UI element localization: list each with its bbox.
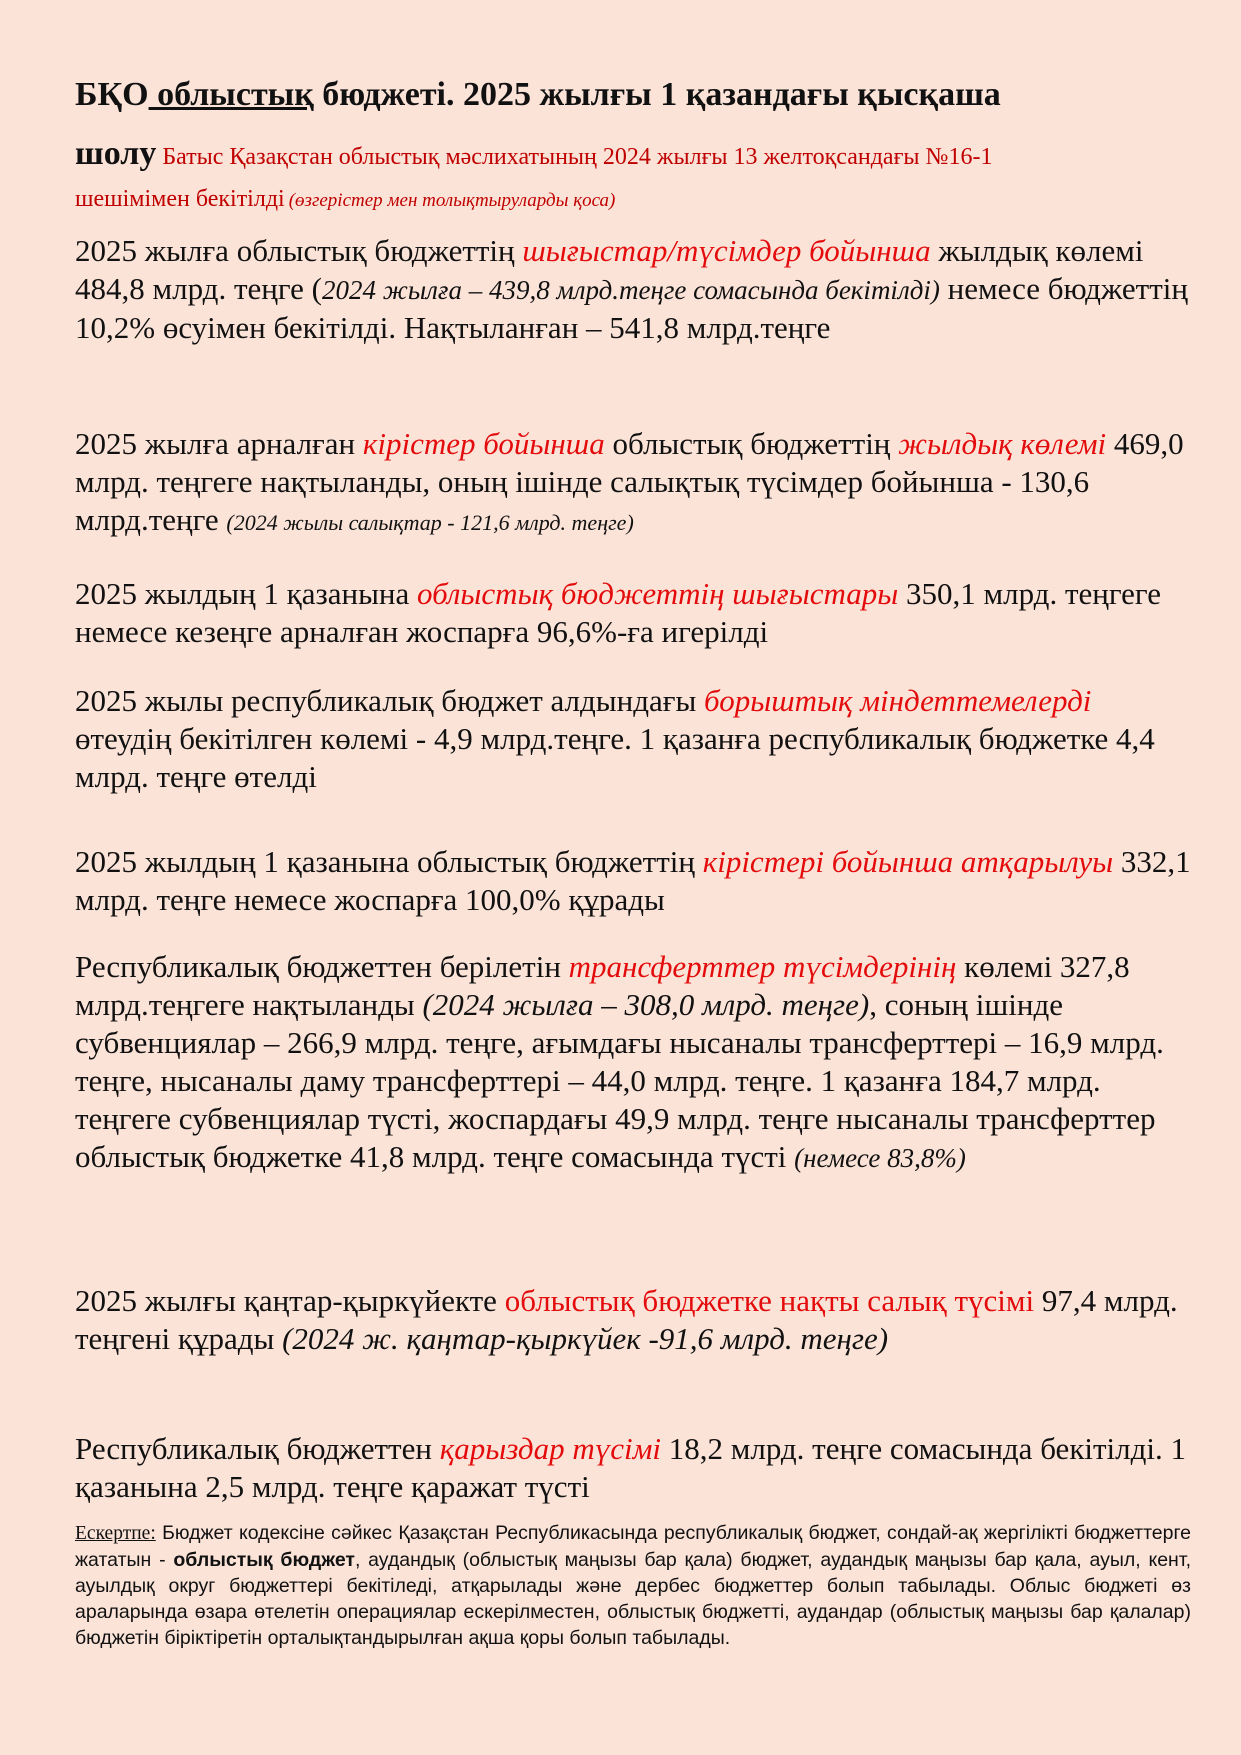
paragraph-expenditures-volume: [75, 232, 1191, 347]
text-span: , соның ішінде субвенциялар – 266,9 млрд. теңге, ағымдағы нысаналы трансферттері – 16,9 млрд. теңге, нысаналы даму трансферттері – 44,0 млрд. теңге. 1 қазанға 184,7 млрд. теңгеге субвенциялар түсті, жоспардағы 49,9 млрд. теңге нысаналы трансферттер облыстық бюджетке 41,8 млрд. теңге сомасында түсті: [75, 987, 1164, 1174]
highlight-text: облыстық бюджетке нақты салық түсімі: [504, 1283, 1035, 1318]
text-span: 332,1 млрд. теңге немесе жоспарға 100,0% құрады: [75, 844, 1191, 917]
italic-note: 2024 жылға – 439,8 млрд.теңге сомасында бекітілді): [322, 275, 940, 305]
title-second-line: [75, 126, 1191, 182]
paragraph-expenditures-execution: [75, 575, 1191, 651]
italic-note: (немесе 83,8%): [794, 1143, 966, 1173]
text-span: өтеудің бекітілген көлемі - 4,9 млрд.теңге. 1 қазанға республикалық бюджетке 4,4 млрд. теңге өтелді: [75, 721, 1155, 794]
footnote-label: Ескертпе:: [75, 1523, 156, 1544]
italic-note: (2024 жылға – 308,0 млрд. теңге): [422, 987, 870, 1022]
text-span: немесе бюджеттің 10,2% өсуімен бекітілді. Нақтыланған – 541,8 млрд.теңге: [75, 271, 1188, 345]
title-part: шолу: [75, 135, 157, 172]
text-span: облыстық бюджеттің: [604, 426, 899, 461]
footnote: [75, 1520, 1191, 1651]
text-span: 350,1 млрд. теңгеге немесе кезеңге арналған жоспарға 96,6%-ға игерілді: [75, 576, 1161, 649]
title-part: бюджеті. 2025 жылғы 1 қазандағы қысқаша: [313, 76, 1001, 113]
text-span: 2025 жылдың 1 қазанына облыстық бюджеттің: [75, 844, 703, 879]
italic-note: (2024 жылы салықтар - 121,6 млрд. теңге): [226, 510, 634, 535]
title-underlined: облыстық: [148, 76, 314, 113]
highlight-text: кірістер бойынша: [362, 426, 605, 461]
text-span: 2025 жылға облыстық бюджеттің: [75, 233, 523, 268]
paragraph-tax-receipts: [75, 1282, 1191, 1358]
approval-subtitle: Батыс Қазақстан облыстық мәслихатының 2024 жылғы 13 желтоқсандағы №16-1: [156, 144, 993, 170]
paragraph-revenue-execution: [75, 843, 1191, 919]
italic-note: (2024 ж. қаңтар-қыркүйек -91,6 млрд. теңге): [282, 1321, 889, 1356]
text-span: 2025 жылдың 1 қазанына: [75, 576, 417, 611]
page-title: [75, 70, 1191, 120]
highlight-text: облыстық бюджеттің шығыстары: [417, 576, 899, 611]
highlight-text: кірістері бойынша атқарылуы: [702, 844, 1114, 879]
text-span: Бюджет кодексіне сәйкес Қазақстан Республикасында республикалық бюджет, сондай-ақ жергілікті бюджеттерге жататын -: [75, 1522, 1191, 1571]
bold-term: облыстық бюджет: [173, 1549, 355, 1571]
highlight-text: борыштық міндеттемелерді: [704, 683, 1092, 718]
text-span: 2025 жылы республикалық бюджет алдындағы: [75, 683, 705, 718]
text-span: Республикалық бюджеттен берілетін: [75, 949, 569, 984]
text-span: 2025 жылғы қаңтар-қыркүйекте: [75, 1283, 505, 1318]
document-header: [75, 70, 1191, 219]
text-span: 18,2 млрд. теңге сомасында бекітілді. 1 қазанына 2,5 млрд. теңге қаражат түсті: [75, 1431, 1187, 1504]
text-span: 2025 жылға арналған: [75, 426, 363, 461]
title-third-line: [75, 182, 1191, 219]
text-span: 469,0 млрд. теңгеге нақтыланды, оның ішінде салықтық түсімдер бойынша - 130,6 млрд.теңге: [75, 426, 1184, 537]
highlight-text: шығыстар/түсімдер бойынша: [522, 233, 931, 268]
text-span: 97,4 млрд. теңгені құрады: [75, 1283, 1178, 1356]
title-part: БҚО: [75, 76, 149, 113]
text-span: көлемі 327,8 млрд.теңгеге нақтыланды: [75, 949, 1130, 1022]
paragraph-loans: [75, 1430, 1191, 1506]
text-span: , аудандық (облыстық маңызы бар қала) бюджет, аудандық маңызы бар қала, ауыл, кент, ауылдық округ бюджеттері бекітіледі, атқарылады және дербес бюджеттер болып табылады. Облыс бюджеті өз араларында өзара өтелетін операциялар ескерілместен, облыстық бюджетті, аудандар (облыстық маңызы бар қалалар) бюджетін біріктіретін орталықтандырылған ақша қоры болып табылады.: [75, 1549, 1191, 1649]
highlight-text: қарыздар түсімі: [439, 1431, 661, 1466]
approval-note: (өзгерістер мен толықтыруларды қоса): [288, 190, 616, 211]
highlight-text: трансферттер түсімдерінің: [568, 949, 957, 984]
highlight-text: жылдық көлемі: [898, 426, 1107, 461]
paragraph-debt-obligations: [75, 682, 1191, 796]
text-span: Республикалық бюджеттен: [75, 1431, 440, 1466]
paragraph-revenue-volume: [75, 425, 1191, 542]
text-span: жылдық көлемі 484,8 млрд. теңге (: [75, 233, 1144, 306]
approval-subtitle-cont: шешімімен бекітілді: [75, 186, 285, 212]
paragraph-transfers: [75, 948, 1191, 1177]
